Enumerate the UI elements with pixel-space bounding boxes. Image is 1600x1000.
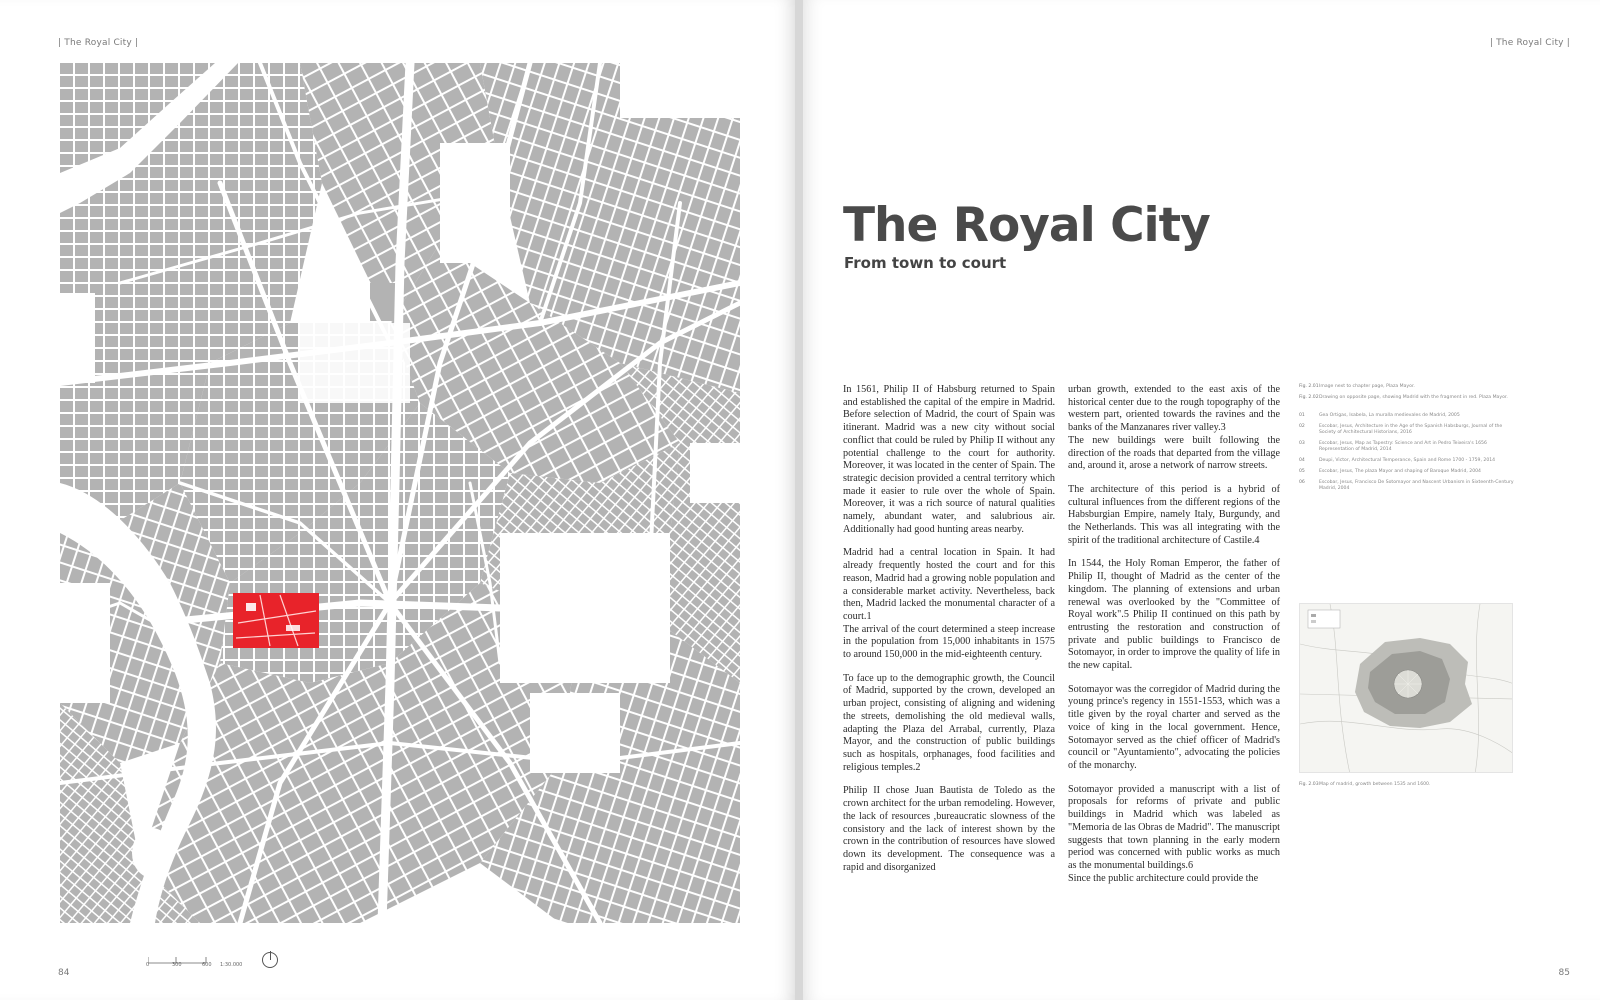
footnote bbox=[1299, 413, 1514, 419]
figure-ground-map bbox=[60, 63, 740, 923]
sidenote-text: Image next to chapter page, Plaza Mayor. bbox=[1319, 384, 1415, 389]
footnote-text: Escobar, Jesus, Architecture in the Age of the Spanish Habsburgs, Journal of the Society of Architectural Historians, 2016 bbox=[1319, 424, 1503, 435]
sidenotes bbox=[1299, 384, 1514, 497]
running-head-right: | The Royal City | bbox=[1489, 38, 1570, 48]
gutter bbox=[795, 0, 803, 1000]
left-page bbox=[0, 0, 795, 1000]
scale-tick-600: 600 bbox=[202, 962, 212, 968]
paragraph: The architecture of this period is a hybrid of cultural influences from the different regions of the Habsburgian Empire, namely Italy, Burgundy, and the Netherlands. This was all integrating with the spirit of the traditional architecture of Castile.4 bbox=[1068, 483, 1280, 546]
scale-ratio: 1:30.000 bbox=[220, 962, 243, 968]
figure-caption-text: Map of madrid, growth between 1535 and 1600. bbox=[1319, 782, 1431, 787]
scale-tick-300: 300 bbox=[172, 962, 182, 968]
sidenote bbox=[1299, 384, 1514, 390]
footnote-text: Escobar, Jesus, The plaza Mayor and shaping of Baroque Madrid, 2004 bbox=[1319, 469, 1481, 474]
body-column-1 bbox=[843, 384, 1055, 885]
footnote-label: 03 bbox=[1299, 441, 1305, 446]
sidenote-label: Fig. 2.01 bbox=[1299, 384, 1319, 389]
paragraph: Sotomayor provided a manuscript with a list of proposals for reforms of private and public buildings in Madrid which was labeled as "Memoria de las Obras de Madrid". The manuscript suggests that town planning in the early modern period was concerned with public works as much as the monumental buildings.6 bbox=[1068, 783, 1280, 871]
footnote bbox=[1299, 469, 1514, 475]
highlighted-fragment bbox=[233, 593, 319, 648]
sidenote-text: Drawing on opposite page, showing Madrid with the fragment in red. Plaza Mayor. bbox=[1319, 395, 1508, 400]
paragraph: To face up to the demographic growth, the Council of Madrid, supported by the crown, developed an urban project, consisting of aligning and widening the streets, demolishing the old medieval walls, adapting the Plaza del Arrabal, currently, Plaza Mayor, and the construction of public buildings such as hospitals, orphanages, food facilities and religious temples.2 bbox=[843, 672, 1055, 773]
sidenote-label: Fig. 2.02 bbox=[1299, 395, 1319, 400]
footnote-label: 06 bbox=[1299, 480, 1305, 485]
footnote bbox=[1299, 458, 1514, 464]
fragment-rect bbox=[233, 593, 319, 648]
scale-tick-0: 0 bbox=[146, 962, 150, 968]
historic-map-figure bbox=[1299, 603, 1513, 773]
paragraph: The arrival of the court determined a steep increase in the population from 15,000 inhabitants in 1575 to around 150,000 in the mid-eighteenth century. bbox=[843, 623, 1055, 661]
madrid-map-svg bbox=[60, 63, 740, 923]
paragraph: Since the public architecture could provide the bbox=[1068, 872, 1259, 884]
body-column-2 bbox=[1068, 384, 1280, 896]
page-number-left: 84 bbox=[58, 968, 70, 978]
paragraph: Madrid had a central location in Spain. It had already frequently hosted the court and for this reason, Madrid had a growing noble population and a considerable market activity. Nevertheless, back then, Madrid lacked the monumental character of a court.1 bbox=[843, 547, 1055, 622]
paragraph: urban growth, extended to the east axis of the historical center due to the rough topography of the western part, oriented towards the ravines and the banks of the Manzanares river valley.3 bbox=[1068, 384, 1280, 434]
page-number-right: 85 bbox=[1558, 968, 1570, 978]
figure-caption bbox=[1299, 782, 1514, 787]
footnote bbox=[1299, 424, 1514, 436]
footnote-text: Gea Ortigas, Isabela, La muralla medievales de Madrid, 2005 bbox=[1319, 413, 1460, 418]
paragraph: In 1561, Philip II of Habsburg returned to Spain and established the capital of the empire in Madrid. Before selection of Madrid, the court of Spain was itinerant. Madrid was a new city without social conflict that could be ruled by Philip II without any potential challenge to the court for authority. Moreover, it was located in the center of Spain. The strategic decision provided a central territory which made it easier to rule over the whole of Spain. Moreover, it was a rich source of natural qualities namely, abundant water, and salubrious air. Additionally had good hunting areas nearby. bbox=[843, 384, 1055, 535]
paragraph: In 1544, the Holy Roman Emperor, the father of Philip II, thought of Madrid as the center of the kingdom. The planning of extensions and urban renewal was overlooked by the "Committee of Royal work".5 Philip II continued on this path by entrusting the restoration and construction of private and public buildings to Francisco de Sotomayor, in order to improve the quality of life in the new capital. bbox=[1068, 558, 1280, 672]
footnote-label: 02 bbox=[1299, 424, 1305, 429]
figure-label: Fig. 2.03 bbox=[1299, 782, 1319, 787]
running-head-left: | The Royal City | bbox=[58, 38, 139, 48]
footnote-label: 05 bbox=[1299, 469, 1305, 474]
north-arrow-icon bbox=[262, 952, 278, 968]
footnote-label: 04 bbox=[1299, 458, 1305, 463]
footnote bbox=[1299, 480, 1514, 492]
paragraph: The new buildings were built following the direction of the roads that departed from the village and, around it, arose a network of narrow streets. bbox=[1068, 434, 1280, 472]
footnote-text: Deupi, Victor, Architectural Temperance, Spain and Rome 1700 - 1759, 2014 bbox=[1319, 458, 1496, 463]
right-page bbox=[803, 0, 1600, 1000]
sidenote bbox=[1299, 395, 1514, 401]
paragraph: Philip II chose Juan Bautista de Toledo as the crown architect for the urban remodeling. However, the lack of resources ,bureaucratic slowness of the consistory and the lack of interest shown by the crown in the contribution of resources have slowed down its development. The consequence was a rapid and disorganized bbox=[843, 785, 1055, 873]
footnote-label: 01 bbox=[1299, 413, 1305, 418]
footnote-text: Escobar, Jesus, Map as Tapestry: Science and Art in Pedro Teixeira's 1656 Representation of Madrid, 2014 bbox=[1319, 441, 1487, 452]
footnote-text: Escobar, Jesus, Francisco De Sotomayor and Nascent Urbanism in Sixteenth-Century Madrid, 2004 bbox=[1319, 480, 1514, 491]
footnote bbox=[1299, 441, 1514, 453]
chapter-title: The Royal City bbox=[843, 198, 1210, 253]
historic-map-image bbox=[1300, 604, 1513, 773]
chapter-subtitle: From town to court bbox=[844, 254, 1007, 272]
paragraph: Sotomayor was the corregidor of Madrid during the young prince's regency in 1551-1553, which was a title given by the royal charter and served as the voice of king in the local government. Hence, Sotomayor served as the chief officer of Madrid's council or "Ayuntamiento", advocating the policies of the monarchy. bbox=[1068, 683, 1280, 771]
